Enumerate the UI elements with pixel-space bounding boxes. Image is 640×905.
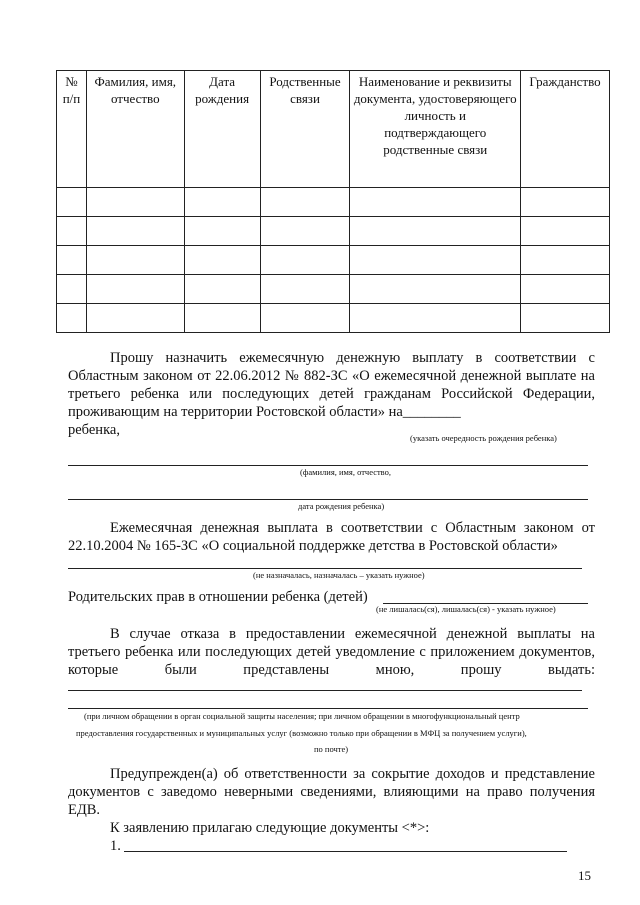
hint-refusal-3: по почте) xyxy=(314,744,349,754)
hint-refusal-1: (при личном обращении в орган социальной защиты населения; при личном обращении в многофункциональный центр xyxy=(84,711,520,721)
table-cell[interactable] xyxy=(57,275,87,304)
table-row xyxy=(57,188,610,217)
table-cell[interactable] xyxy=(86,217,184,246)
hint-refusal-2: предоставления государственных и муниципальных услуг (возможно только при обращении в МФЦ за получением услуги), xyxy=(76,728,527,738)
refusal-fill-line-1[interactable] xyxy=(68,690,582,691)
refusal-fill-line-2[interactable] xyxy=(68,708,588,709)
table-cell[interactable] xyxy=(521,275,610,304)
hint-birthdate: дата рождения ребенка) xyxy=(298,501,385,511)
table-cell[interactable] xyxy=(260,304,350,333)
col-birthdate-header: Дата рождения xyxy=(184,71,260,188)
hint-birth-order: (указать очередность рождения ребенка) xyxy=(410,433,557,443)
parental-label: Родительских прав в отношении ребенка (детей) xyxy=(68,589,368,605)
table-cell[interactable] xyxy=(57,188,87,217)
edv-paragraph: Ежемесячная денежная выплата в соответствии с Областным законом от 22.10.2004 № 165-ЗС «О социальной поддержке детства в Ростовской области» xyxy=(68,520,595,554)
table-cell[interactable] xyxy=(350,188,521,217)
table-cell[interactable] xyxy=(184,304,260,333)
table-cell[interactable] xyxy=(350,217,521,246)
table-cell[interactable] xyxy=(86,304,184,333)
table-cell[interactable] xyxy=(86,246,184,275)
table-row xyxy=(57,217,610,246)
col-document-header: Наименование и реквизиты документа, удостоверяющего личность и подтверждающего родственные связи xyxy=(350,71,521,188)
table-cell[interactable] xyxy=(184,188,260,217)
table-cell[interactable] xyxy=(86,188,184,217)
refusal-paragraph: В случае отказа в предоставлении ежемесячной денежной выплаты на третьего ребенка или последующих детей уведомление с приложением документов, которые были представлены мною, прошу выдать: xyxy=(68,626,595,678)
table-cell[interactable] xyxy=(521,217,610,246)
birthdate-fill-line[interactable] xyxy=(68,499,588,500)
hint-edv: (не назначалась, назначалась – указать нужное) xyxy=(253,570,425,580)
table-cell[interactable] xyxy=(184,217,260,246)
attachment-item-line[interactable] xyxy=(124,851,567,852)
table-cell[interactable] xyxy=(184,275,260,304)
table-row xyxy=(57,246,610,275)
table-cell[interactable] xyxy=(350,275,521,304)
table-row xyxy=(57,304,610,333)
table-cell[interactable] xyxy=(260,275,350,304)
table-cell[interactable] xyxy=(350,304,521,333)
family-table xyxy=(56,70,610,333)
page-number: 15 xyxy=(578,868,591,883)
table-cell[interactable] xyxy=(260,217,350,246)
col-fio-header: Фамилия, имя, отчество xyxy=(86,71,184,188)
col-relation-header: Родственные связи xyxy=(260,71,350,188)
attachment-item-number: 1. xyxy=(110,838,121,854)
table-header-row xyxy=(57,71,610,188)
table-cell[interactable] xyxy=(521,304,610,333)
attachments-intro: К заявлению прилагаю следующие документы <*>: xyxy=(110,820,430,836)
table-cell[interactable] xyxy=(521,188,610,217)
request-tail: ребенка, xyxy=(68,422,120,438)
table-cell[interactable] xyxy=(86,275,184,304)
table-cell[interactable] xyxy=(184,246,260,275)
edv-fill-line[interactable] xyxy=(68,568,582,569)
table-cell[interactable] xyxy=(260,188,350,217)
fio-fill-line[interactable] xyxy=(68,465,588,466)
table-cell[interactable] xyxy=(57,246,87,275)
table-row xyxy=(57,275,610,304)
col-citizenship-header: Гражданство xyxy=(521,71,610,188)
request-paragraph: Прошу назначить ежемесячную денежную выплату в соответствии с Областным законом от 22.06.2012 № 882-ЗС «О ежемесячной денежной выплате на третьего ребенка или последующих детей гражданам Российской Федерации, проживающим на территории Ростовской области» на________ xyxy=(68,350,595,420)
table-cell[interactable] xyxy=(57,217,87,246)
table-cell[interactable] xyxy=(350,246,521,275)
warning-paragraph: Предупрежден(а) об ответственности за сокрытие доходов и представление документов с заведомо неверными сведениями, влияющими на право получения ЕДВ. xyxy=(68,766,595,818)
hint-fio: (фамилия, имя, отчество, xyxy=(300,467,392,477)
hint-parental: (не лишалась(ся), лишалась(ся) - указать нужное) xyxy=(376,604,556,614)
table-cell[interactable] xyxy=(521,246,610,275)
table-cell[interactable] xyxy=(57,304,87,333)
col-number-header: № п/п xyxy=(57,71,87,188)
table-cell[interactable] xyxy=(260,246,350,275)
